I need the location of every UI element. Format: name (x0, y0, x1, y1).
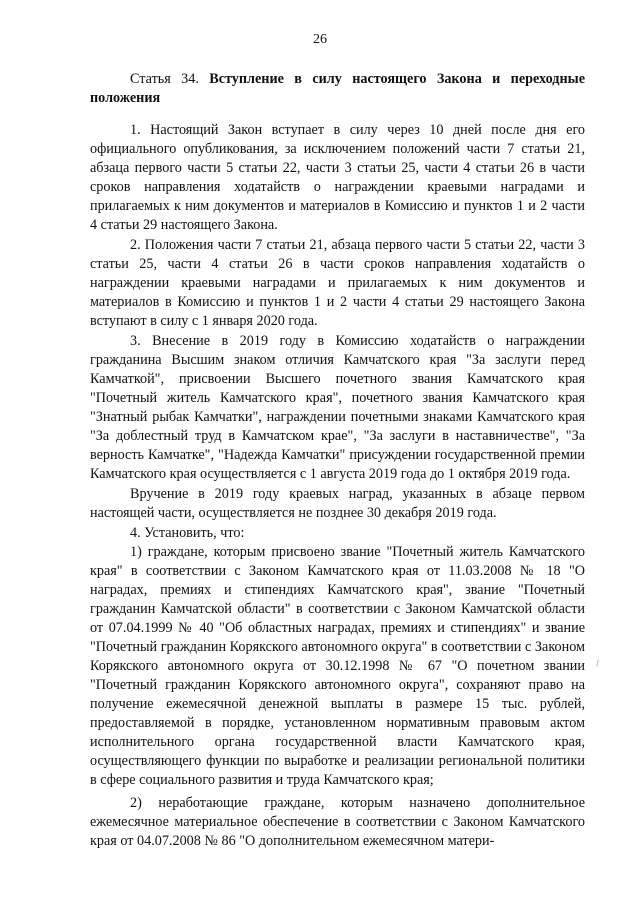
article-body (90, 121, 585, 851)
article-prefix: Статья 34. (130, 71, 199, 87)
paragraph-part-3-second-abzac: Вручение в 2019 году краевых наград, указанных в абзаце первом настоящей части, осуществляется не позднее 30 декабря 2019 года. (90, 486, 585, 521)
article-title: Вступление в силу настоящего Закона и переходные положения (90, 71, 586, 106)
paragraph-part-1: 1. Настоящий Закон вступает в силу через 10 дней после дня его официального опубликования, за исключением положений части 7 статьи 21, абзаца первого части 5 статьи 22, части 3 статьи 25, части 4 статьи 26 в части сроков направления ходатайств о награждении краевыми наградами и прилагаемых к ним документов и материалов в Комиссию и пунктов 1 и 2 части 4 статьи 29 настоящего Закона. (90, 122, 585, 233)
article-heading (90, 70, 585, 108)
paragraph-part-2: 2. Положения части 7 статьи 21, абзаца первого части 5 статьи 22, части 3 статьи 25, части 4 статьи 26 в части сроков направления ходатайств о награждении краевыми наградами и прилагаемых к ним документов и материалов в Комиссию и пунктов 1 и 2 части 4 статьи 29 настоящего Закона вступают в силу с 1 января 2020 года. (90, 237, 585, 329)
paragraph-part-4-intro: 4. Установить, что: (130, 525, 245, 541)
scan-artifact-mark (596, 659, 603, 667)
paragraph-part-4-item-1: 1) граждане, которым присвоено звание "Почетный житель Камчатского края" в соответствии с Законом Камчатского края от 11.03.2008 № 18 "О наградах, премиях и стипендиях Камчатского края", звание "Почетный гражданин Камчатской области" в соответствии с Законом Камчатской области от 07.04.1999 № 40 "Об областных наградах, премиях и стипендиях" и звание "Почетный гражданин Корякского автономного округа" в соответствии с Законом Корякского автономного округа от 30.12.1998 № 67 "О почетном звании "Почетный гражданин Корякского автономного округа", сохраняют право на получение ежемесячной денежной выплаты в размере 15 тыс. рублей, предоставляемой в порядке, установленном нормативным правовым актом исполнительного органа государственной власти Камчатского края, осуществляющего функции по выработке и реализации региональной политики в сфере социального развития и труда Камчатского края; (90, 544, 585, 788)
page-number: 26 (313, 32, 327, 47)
paragraph-part-4-item-2: 2) неработающие граждане, которым назначено дополнительное ежемесячное материальное обеспечение в соответствии с Законом Камчатского края от 04.07.2008 № 86 "О дополнительном ежемесячном матери- (90, 795, 585, 849)
paragraph-part-3: 3. Внесение в 2019 году в Комиссию ходатайств о награждении гражданина Высшим знаком отличия Камчатского края "За заслуги перед Камчаткой", присвоении Высшего почетного звания Камчатского края "Почетный житель Камчатского края", почетного звания Камчатского края "Знатный рыбак Камчатки", награждении почетными знаками Камчатского края "За доблестный труд в Камчатском крае", "За заслуги в наставничестве", "За верность Камчатке", "Надежда Камчатки" присуждении государственной премии Камчатского края осуществляется с 1 августа 2019 года до 1 октября 2019 года. (90, 333, 585, 482)
